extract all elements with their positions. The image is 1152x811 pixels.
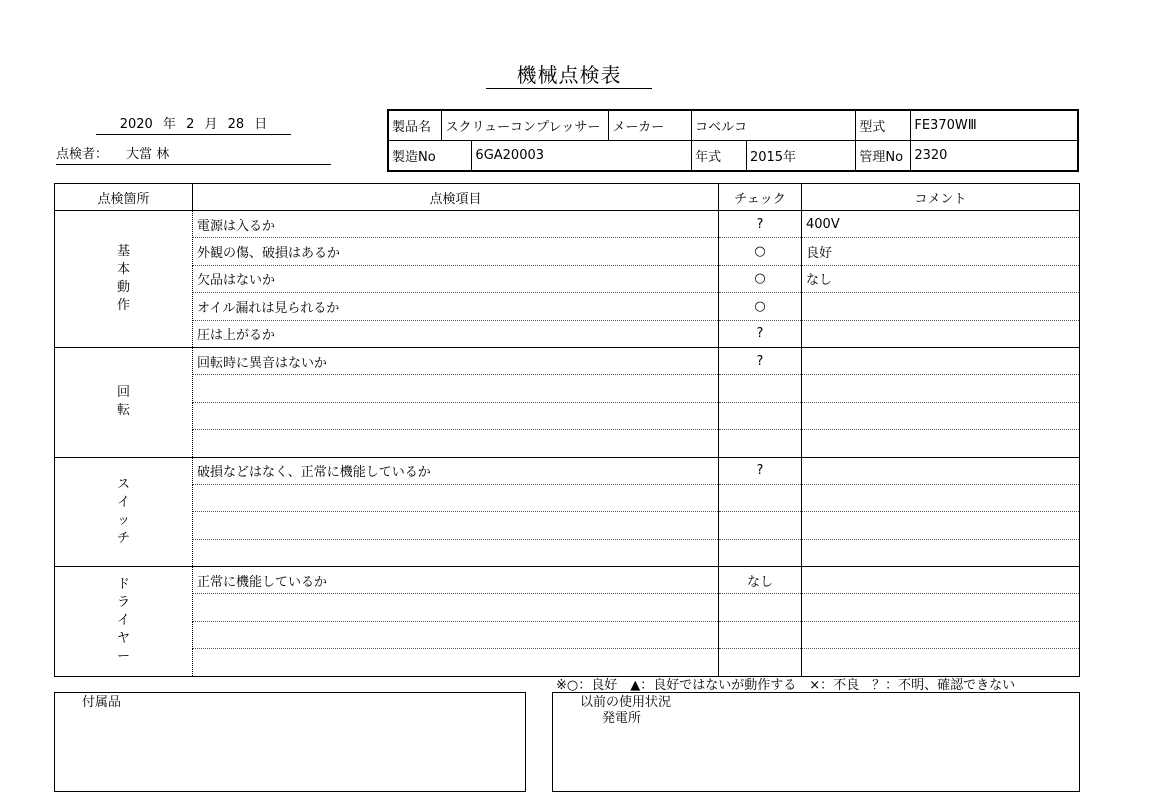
accessories-box	[54, 692, 526, 792]
section-label	[55, 347, 193, 457]
item-cell[interactable]: 正常に機能しているか	[193, 567, 719, 594]
check-cell[interactable]: ?	[719, 457, 802, 484]
serial-value: 6GA20003	[472, 141, 692, 172]
item-cell[interactable]: 破損などはなく、正常に機能しているか	[193, 457, 719, 484]
section-label	[55, 567, 193, 677]
check-cell[interactable]: ○	[719, 293, 802, 320]
comment-cell[interactable]	[802, 457, 1080, 484]
table-row	[55, 457, 1080, 484]
serial-label: 製造No	[388, 141, 472, 172]
comment-cell[interactable]	[802, 320, 1080, 347]
check-cell[interactable]	[719, 402, 802, 429]
comment-cell[interactable]	[802, 539, 1080, 566]
table-row	[55, 347, 1080, 374]
machine-info-table	[387, 109, 1079, 172]
product-name-value: スクリューコンプレッサー	[442, 110, 609, 141]
mgmt-label: 管理No	[856, 141, 911, 172]
check-cell[interactable]	[719, 649, 802, 676]
previous-usage-label: 以前の使用状況	[580, 695, 672, 710]
previous-usage-box	[552, 692, 1080, 792]
item-cell[interactable]	[193, 649, 719, 676]
comment-cell[interactable]	[802, 402, 1080, 429]
comment-cell[interactable]	[802, 293, 1080, 320]
check-cell[interactable]: ?	[719, 347, 802, 374]
item-cell[interactable]	[193, 594, 719, 621]
inspection-date: 2020 年 2 月 28 日	[96, 116, 291, 135]
item-cell[interactable]: 回転時に異音はないか	[193, 347, 719, 374]
table-row	[55, 484, 1080, 511]
check-cell[interactable]: なし	[719, 567, 802, 594]
legend-text: ※○：良好 ▲：良好ではないが動作する ×：不良 ？：不明、確認できない	[556, 678, 1016, 693]
check-cell[interactable]	[719, 539, 802, 566]
table-row	[55, 567, 1080, 594]
item-cell[interactable]	[193, 430, 719, 457]
table-row	[55, 539, 1080, 566]
table-row	[55, 293, 1080, 320]
header-item: 点検項目	[193, 184, 719, 211]
item-cell[interactable]: 電源は入るか	[193, 211, 719, 238]
table-row	[55, 265, 1080, 292]
item-cell[interactable]: 欠品はないか	[193, 265, 719, 292]
item-cell[interactable]: オイル漏れは見られるか	[193, 293, 719, 320]
comment-cell[interactable]: 良好	[802, 238, 1080, 265]
table-row	[55, 238, 1080, 265]
item-cell[interactable]: 圧は上がるか	[193, 320, 719, 347]
check-cell[interactable]	[719, 430, 802, 457]
comment-cell[interactable]	[802, 649, 1080, 676]
check-cell[interactable]	[719, 621, 802, 648]
item-cell[interactable]: 外観の傷、破損はあるか	[193, 238, 719, 265]
section-name: 回転	[116, 385, 130, 419]
check-cell[interactable]	[719, 484, 802, 511]
comment-cell[interactable]	[802, 484, 1080, 511]
table-row	[55, 375, 1080, 402]
table-row	[55, 430, 1080, 457]
table-row	[55, 594, 1080, 621]
table-row	[55, 649, 1080, 676]
maker-label: メーカー	[609, 110, 692, 141]
item-cell[interactable]	[193, 484, 719, 511]
item-cell[interactable]	[193, 512, 719, 539]
section-label	[55, 211, 193, 348]
accessories-label: 付属品	[82, 695, 122, 710]
section-name: スイッチ	[116, 476, 130, 546]
comment-cell[interactable]	[802, 430, 1080, 457]
comment-cell[interactable]	[802, 512, 1080, 539]
product-name-label: 製品名	[388, 110, 442, 141]
check-cell[interactable]: ?	[719, 320, 802, 347]
check-cell[interactable]	[719, 375, 802, 402]
section-name: 基本動作	[116, 243, 130, 313]
item-cell[interactable]	[193, 539, 719, 566]
table-row	[55, 320, 1080, 347]
inspector-field	[56, 146, 331, 165]
item-cell[interactable]	[193, 375, 719, 402]
comment-cell[interactable]	[802, 375, 1080, 402]
year-value: 2015年	[746, 141, 855, 172]
section-label	[55, 457, 193, 567]
comment-cell[interactable]	[802, 567, 1080, 594]
year-label: 年式	[692, 141, 747, 172]
comment-cell[interactable]	[802, 594, 1080, 621]
header-place: 点検箇所	[55, 184, 193, 211]
check-cell[interactable]: ?	[719, 211, 802, 238]
check-cell[interactable]: ○	[719, 238, 802, 265]
item-cell[interactable]	[193, 621, 719, 648]
previous-usage-value: 発電所	[602, 711, 642, 726]
table-header-row	[55, 184, 1080, 211]
comment-cell[interactable]: なし	[802, 265, 1080, 292]
comment-cell[interactable]	[802, 621, 1080, 648]
comment-cell[interactable]: 400V	[802, 211, 1080, 238]
header-comment: コメント	[802, 184, 1080, 211]
mgmt-value: 2320	[911, 141, 1078, 172]
item-cell[interactable]	[193, 402, 719, 429]
model-value: FE370WⅢ	[911, 110, 1078, 141]
model-label: 型式	[856, 110, 911, 141]
comment-cell[interactable]	[802, 347, 1080, 374]
inspector-label: 点検者：	[56, 147, 109, 162]
check-cell[interactable]	[719, 594, 802, 621]
inspector-name: 大當 林	[126, 147, 170, 162]
table-row	[55, 402, 1080, 429]
sheet-title: 機械点検表	[486, 62, 652, 89]
check-cell[interactable]: ○	[719, 265, 802, 292]
table-row	[55, 512, 1080, 539]
check-cell[interactable]	[719, 512, 802, 539]
maker-value: コベルコ	[692, 110, 856, 141]
inspection-table	[54, 183, 1080, 677]
section-name: ドライヤー	[116, 577, 130, 665]
table-row	[55, 211, 1080, 238]
header-check: チェック	[719, 184, 802, 211]
table-row	[55, 621, 1080, 648]
